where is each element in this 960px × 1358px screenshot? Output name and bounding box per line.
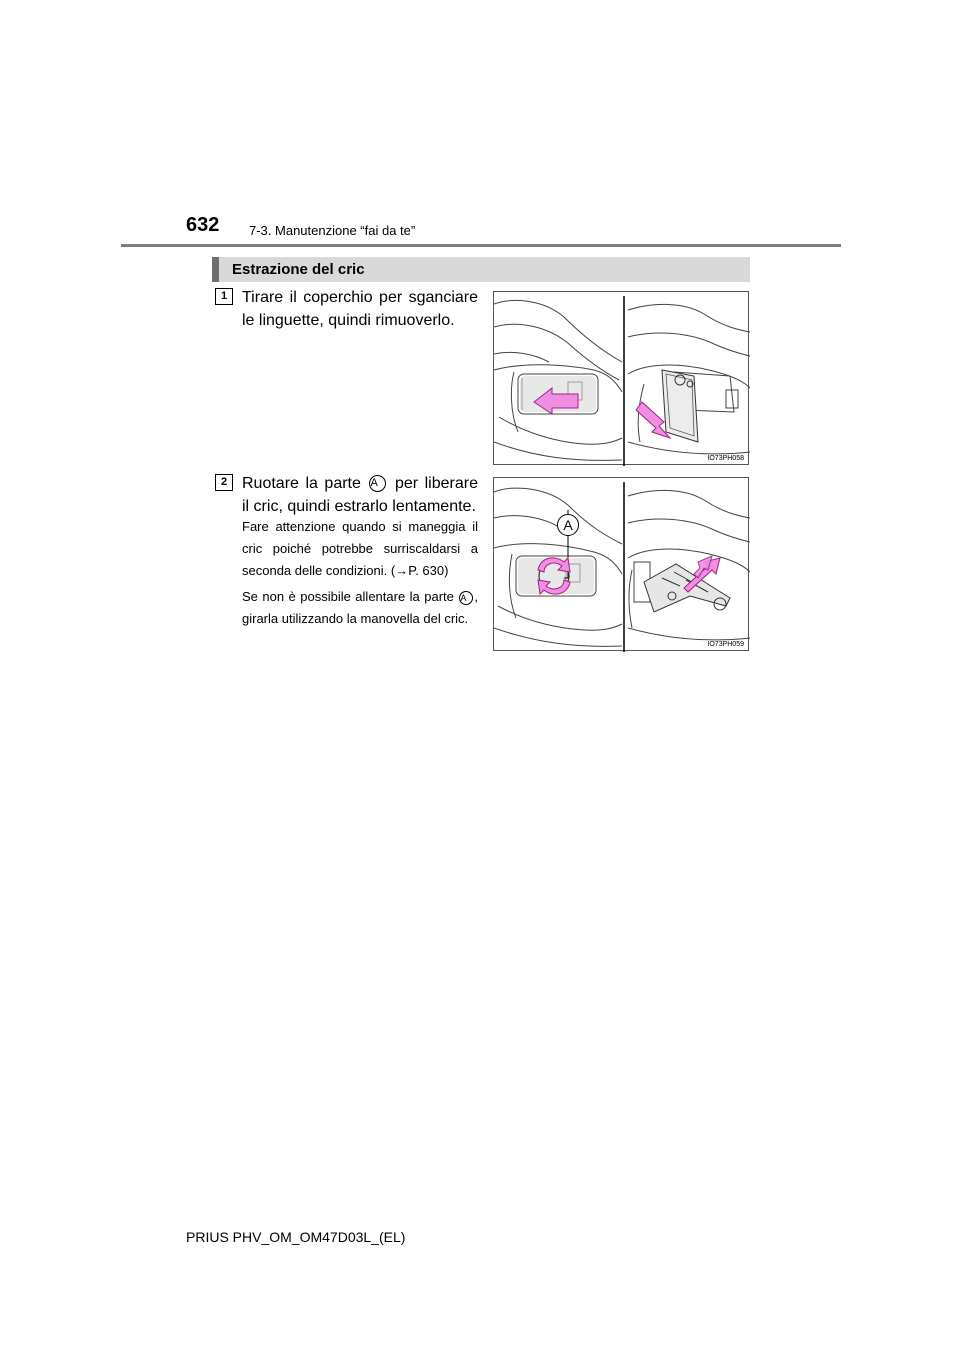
- step-2-note-1: Fare attenzione quando si maneggia il cric poiché potrebbe surriscaldarsi a seconda delle condizioni. (→P. 630): [242, 519, 478, 578]
- figure-jack-cover-illustration: [494, 292, 750, 466]
- step-2-note-2: [242, 586, 478, 630]
- step-number-1: 1: [215, 288, 233, 305]
- heading-bar: [212, 257, 750, 282]
- part-a-marker: A: [369, 475, 386, 492]
- heading-title: Estrazione del cric: [232, 261, 365, 278]
- page-number: 632: [186, 214, 220, 236]
- figure-jack-cover: [493, 291, 749, 465]
- step-2-text-before: Ruotare la parte: [242, 475, 361, 492]
- note-2-text-before: Se non è possibile allentare la parte: [242, 589, 454, 604]
- figure-code-2: IO73PH059: [707, 641, 744, 648]
- figure-jack-removal-illustration: [494, 478, 750, 652]
- step-2-text: [242, 472, 478, 518]
- note-2-text-after: , girarla utilizzando la manovella del cric.: [242, 589, 478, 626]
- figure-code-1: IO73PH058: [707, 455, 744, 462]
- step-2-text-after: per liberare il cric, quindi estrarlo lentamente.: [242, 475, 478, 515]
- header-rule: [121, 244, 841, 247]
- section-title: 7-3. Manutenzione “fai da te”: [249, 223, 416, 238]
- step-1-text: Tirare il coperchio per sganciare le linguette, quindi rimuoverlo.: [242, 289, 478, 329]
- step-number-2: 2: [215, 474, 233, 491]
- footer-doc-id: PRIUS PHV_OM_OM47D03L_(EL): [186, 1229, 406, 1245]
- part-a-marker-small: A: [459, 591, 473, 605]
- figure-jack-removal: [493, 477, 749, 651]
- figure-callout-a: A: [557, 514, 579, 536]
